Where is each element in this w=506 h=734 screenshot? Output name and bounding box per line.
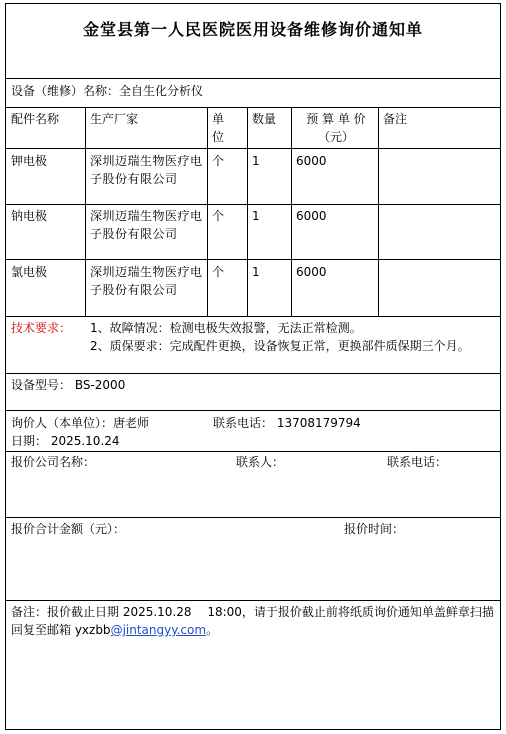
- device-model: 设备型号： BS-2000: [11, 378, 126, 392]
- table-row-unit: 个: [212, 209, 225, 223]
- header-part-name: 配件名称: [11, 112, 60, 126]
- table-row-qty: 1: [252, 154, 260, 168]
- table-row-maker: 深圳迈瑞生物医疗电子股份有限公司: [90, 209, 203, 241]
- header-note: 备注: [383, 112, 408, 126]
- tech-warranty-requirement: 2、质保要求：完成配件更换，设备恢复正常，更换部件质保期三个月。: [90, 339, 470, 353]
- quote-total-field: 报价合计金额（元）：: [11, 522, 126, 536]
- quote-company-field: 报价公司名称：: [11, 455, 96, 469]
- tech-fault-description: 1、故障情况：检测电极失效报警，无法正常检测。: [90, 321, 362, 335]
- table-row-price: 6000: [296, 265, 327, 279]
- header-maker: 生产厂家: [90, 112, 139, 126]
- table-row-part: 钾电极: [11, 154, 48, 168]
- inquiry-date: 日期： 2025.10.24: [11, 434, 120, 448]
- table-row-price: 6000: [296, 209, 327, 223]
- table-row-unit: 个: [212, 265, 225, 279]
- table-row-maker: 深圳迈瑞生物医疗电子股份有限公司: [90, 154, 203, 186]
- quote-phone-field: 联系电话：: [387, 455, 448, 469]
- device-name: 设备（维修）名称：全自生化分析仪: [11, 84, 204, 98]
- page-title: 金堂县第一人民医院医用设备维修询价通知单: [82, 20, 423, 39]
- table-row-qty: 1: [252, 209, 260, 223]
- header-qty: 数量: [252, 112, 277, 126]
- inquirer-phone: 联系电话： 13708179794: [213, 416, 361, 430]
- inquiry-form: [5, 3, 501, 730]
- table-row-price: 6000: [296, 154, 327, 168]
- inquirer-name: 询价人（本单位）：唐老师: [11, 416, 150, 430]
- quote-contact-field: 联系人：: [236, 455, 285, 469]
- deadline-note: [11, 603, 495, 639]
- table-row-part: 氯电极: [11, 265, 48, 279]
- deadline-note-tail: 。: [206, 623, 219, 637]
- table-row-part: 钠电极: [11, 209, 48, 223]
- deadline-note-text: 备注：报价截止日期 2025.10.28 18:00，请于报价截止前将纸质询价通知单盖鲜章扫描回复至邮箱 yxzbb: [11, 605, 494, 637]
- table-row-unit: 个: [212, 154, 225, 168]
- table-row-qty: 1: [252, 265, 260, 279]
- tech-requirements-label: 技术要求：: [11, 321, 72, 335]
- quote-time-field: 报价时间：: [344, 522, 405, 536]
- header-budget-price: 预 算 单 价 （元）: [306, 112, 366, 144]
- header-unit: 单 位: [212, 112, 225, 144]
- table-row-maker: 深圳迈瑞生物医疗电子股份有限公司: [90, 265, 203, 297]
- reply-email-link[interactable]: @jintangyy.com: [110, 623, 207, 637]
